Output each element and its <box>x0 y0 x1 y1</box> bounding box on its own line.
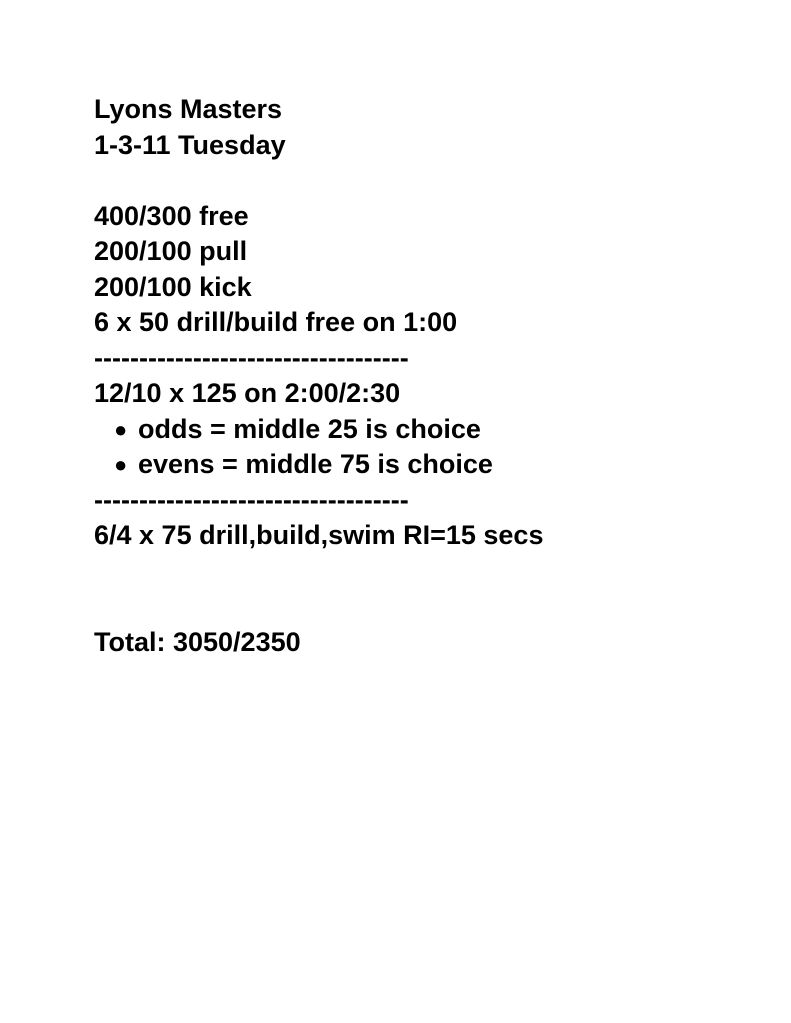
bullet-text: odds = middle 25 is choice <box>138 413 481 444</box>
spacer <box>94 554 774 625</box>
final-set: 6/4 x 75 drill,build,swim RI=15 secs <box>94 520 544 550</box>
divider: ----------------------------------- <box>94 342 409 373</box>
bullet-icon: ● <box>114 452 128 477</box>
main-set-bullet <box>94 412 774 448</box>
warmup-line: 200/100 pull <box>94 236 248 266</box>
warmup-line: 400/300 free <box>94 200 249 231</box>
document-title: Lyons Masters <box>94 94 283 124</box>
workout-date: 1-3-11 Tuesday <box>94 129 286 160</box>
warmup-line: 6 x 50 drill/build free on 1:00 <box>94 307 458 337</box>
workout-document <box>94 92 774 660</box>
spacer <box>94 163 774 199</box>
bullet-text: evens = middle 75 is choice <box>138 449 493 479</box>
main-set-bullet <box>94 447 774 483</box>
total-line: Total: 3050/2350 <box>94 626 301 657</box>
divider: ----------------------------------- <box>94 484 409 515</box>
main-set-title: 12/10 x 125 on 2:00/2:30 <box>94 378 401 408</box>
warmup-line: 200/100 kick <box>94 271 252 302</box>
bullet-icon: ● <box>114 416 128 442</box>
